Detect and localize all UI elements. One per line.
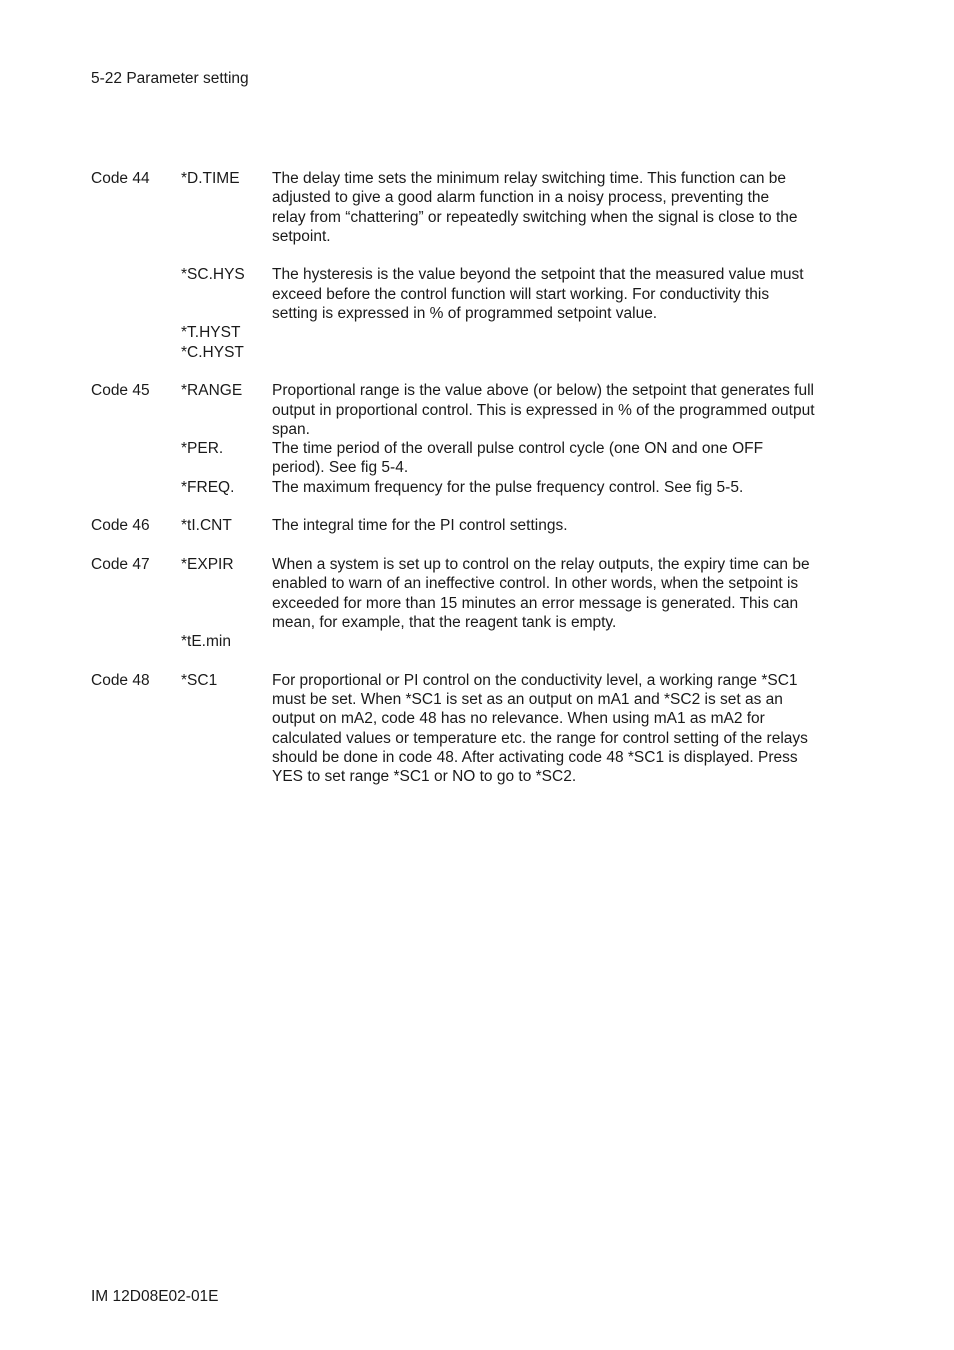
parameter-description: relay from “chattering” or repeatedly switching when the signal is close to the	[272, 208, 798, 226]
table-row	[91, 381, 851, 400]
table-row	[91, 613, 851, 632]
table-row	[91, 458, 851, 477]
document-id-footer: IM 12D08E02-01E	[91, 1288, 219, 1305]
section-spacer	[91, 536, 851, 555]
section-spacer	[91, 362, 851, 381]
table-row	[91, 304, 851, 323]
parameter-name: *SC.HYS	[181, 266, 245, 284]
running-header: 5-22 Parameter setting	[91, 70, 249, 87]
table-row	[91, 729, 851, 748]
parameter-description: should be done in code 48. After activating code 48 *SC1 is displayed. Press	[272, 748, 798, 766]
parameter-description: output on mA2, code 48 has no relevance. When using mA1 as mA2 for	[272, 710, 765, 728]
code-number: Code 48	[91, 671, 150, 689]
table-row	[91, 420, 851, 439]
parameter-name: *tI.CNT	[181, 517, 232, 535]
parameter-name: *SC1	[181, 671, 218, 689]
code-number: Code 44	[91, 170, 150, 187]
parameter-name: *C.HYST	[181, 343, 244, 361]
parameter-table	[91, 169, 851, 787]
parameter-description: output in proportional control. This is expressed in % of the programmed output	[272, 401, 815, 419]
table-row	[91, 690, 851, 709]
table-row	[91, 323, 851, 342]
parameter-name: *PER.	[181, 440, 224, 458]
table-row	[91, 343, 851, 362]
parameter-description: exceeded for more than 15 minutes an error message is generated. This can	[272, 594, 799, 612]
section-spacer	[91, 246, 851, 265]
table-row	[91, 516, 851, 535]
table-row	[91, 478, 851, 497]
parameter-name: *RANGE	[181, 382, 243, 400]
table-row	[91, 188, 851, 207]
table-row	[91, 594, 851, 613]
table-row	[91, 401, 851, 420]
table-row	[91, 574, 851, 593]
parameter-description: For proportional or PI control on the conductivity level, a working range *SC1	[272, 671, 798, 689]
parameter-description: When a system is set up to control on the relay outputs, the expiry time can be	[272, 555, 810, 573]
parameter-description: Proportional range is the value above (or below) the setpoint that generates full	[272, 382, 814, 400]
table-row	[91, 439, 851, 458]
section-spacer	[91, 651, 851, 670]
parameter-name: *D.TIME	[181, 170, 240, 187]
parameter-name: *FREQ.	[181, 478, 235, 496]
code-number: Code 45	[91, 382, 150, 400]
parameter-description: enabled to warn of an ineffective control. In other words, when the setpoint is	[272, 575, 799, 593]
parameter-description: mean, for example, that the reagent tank is empty.	[272, 613, 617, 631]
table-row	[91, 767, 851, 786]
table-row	[91, 632, 851, 651]
table-row	[91, 709, 851, 728]
table-row	[91, 169, 851, 188]
table-row	[91, 227, 851, 246]
parameter-name: *tE.min	[181, 633, 231, 651]
parameter-description: The hysteresis is the value beyond the setpoint that the measured value must	[272, 266, 804, 284]
table-row	[91, 671, 851, 690]
parameter-description: The integral time for the PI control settings.	[272, 517, 568, 535]
parameter-name: *EXPIR	[181, 555, 234, 573]
parameter-description: span.	[272, 420, 310, 438]
parameter-description: The delay time sets the minimum relay switching time. This function can be	[272, 170, 787, 187]
table-row	[91, 748, 851, 767]
parameter-description: setpoint.	[272, 227, 331, 245]
code-number: Code 46	[91, 517, 150, 535]
table-row	[91, 285, 851, 304]
parameter-description: exceed before the control function will start working. For conductivity this	[272, 285, 770, 303]
parameter-description: The time period of the overall pulse control cycle (one ON and one OFF	[272, 440, 764, 458]
table-row	[91, 555, 851, 574]
parameter-description: setting is expressed in % of programmed setpoint value.	[272, 305, 658, 323]
parameter-description: YES to set range *SC1 or NO to go to *SC2.	[272, 768, 577, 786]
section-spacer	[91, 497, 851, 516]
parameter-description: calculated values or temperature etc. the range for control setting of the relays	[272, 729, 808, 747]
parameter-description: adjusted to give a good alarm function in a noisy process, preventing the	[272, 189, 770, 207]
parameter-name: *T.HYST	[181, 324, 241, 342]
code-number: Code 47	[91, 555, 150, 573]
table-row	[91, 208, 851, 227]
table-row	[91, 265, 851, 284]
parameter-description: period). See fig 5-4.	[272, 459, 409, 477]
parameter-description: The maximum frequency for the pulse frequency control. See fig 5-5.	[272, 478, 744, 496]
parameter-description: must be set. When *SC1 is set as an output on mA1 and *SC2 is set as an	[272, 691, 783, 709]
